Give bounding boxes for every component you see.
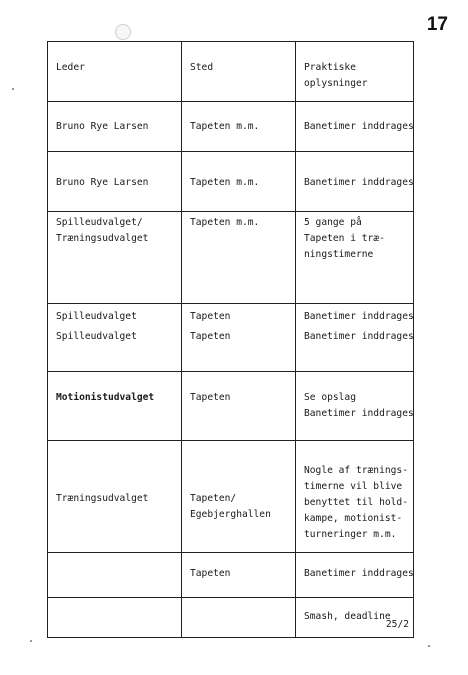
cell-sted xyxy=(182,441,296,553)
info-line: Se opslag xyxy=(304,392,356,403)
cell-sted xyxy=(182,372,296,441)
sted-line: Tapeten m.m. xyxy=(190,121,260,132)
cell-sted xyxy=(182,152,296,212)
cell-sted xyxy=(182,598,296,638)
info-line: Tapeten i træ- xyxy=(304,233,385,244)
leder-line: Motionistudvalget xyxy=(56,392,155,403)
info-line: kampe, motionist- xyxy=(304,513,403,524)
page-number: 17 xyxy=(426,14,448,35)
cell-leder xyxy=(48,102,182,152)
scan-speck xyxy=(30,640,32,642)
leder-line: Spilleudvalget xyxy=(56,311,137,322)
header-leder xyxy=(48,42,182,102)
table-row xyxy=(48,441,414,553)
cell-sted xyxy=(182,304,296,372)
info-line: timerne vil blive xyxy=(304,481,403,492)
sted-line: Tapeten xyxy=(190,568,231,579)
table-row xyxy=(48,152,414,212)
info-line: Banetimer inddrages xyxy=(304,311,414,322)
info-line: turneringer m.m. xyxy=(304,529,397,540)
header-info xyxy=(296,42,414,102)
cell-info xyxy=(296,553,414,598)
sted-line: Tapeten xyxy=(190,392,231,403)
leder-line: Bruno Rye Larsen xyxy=(56,177,149,188)
info-line: ningstimerne xyxy=(304,249,374,260)
table-row xyxy=(48,304,414,372)
leder-line: Bruno Rye Larsen xyxy=(56,121,149,132)
header-leder-label: Leder xyxy=(56,62,85,73)
cell-info xyxy=(296,152,414,212)
table-row xyxy=(48,372,414,441)
info-line: Banetimer inddrages xyxy=(304,331,414,342)
leder-line: Træningsudvalget xyxy=(56,233,149,244)
scan-speck xyxy=(12,88,14,90)
cell-leder xyxy=(48,441,182,553)
header-sted xyxy=(182,42,296,102)
table-row xyxy=(48,212,414,304)
sted-line: Tapeten xyxy=(190,311,231,322)
info-line: Smash, deadline xyxy=(304,611,391,622)
info-line: Banetimer inddrages xyxy=(304,568,414,579)
cell-sted xyxy=(182,212,296,304)
info-line: Banetimer inddrages xyxy=(304,408,414,419)
cell-leder xyxy=(48,372,182,441)
scan-speck xyxy=(428,645,430,647)
leder-line: Spilleudvalget xyxy=(56,331,137,342)
sted-line: Tapeten xyxy=(190,331,231,342)
leder-line: Spilleudvalget/ xyxy=(56,217,143,228)
cell-leder xyxy=(48,553,182,598)
cell-sted xyxy=(182,553,296,598)
cell-leder xyxy=(48,212,182,304)
sted-line: Tapeten m.m. xyxy=(190,217,260,228)
sted-line: Tapeten m.m. xyxy=(190,177,260,188)
info-line: Banetimer inddrages xyxy=(304,177,414,188)
cell-info xyxy=(296,212,414,304)
schedule-table xyxy=(47,41,414,638)
punch-hole-mark xyxy=(115,24,131,40)
info-line: benyttet til hold- xyxy=(304,497,408,508)
sted-line: Tapeten/ xyxy=(190,493,237,504)
table-row xyxy=(48,102,414,152)
cell-info xyxy=(296,102,414,152)
cell-info xyxy=(296,304,414,372)
cell-leder xyxy=(48,152,182,212)
cell-info xyxy=(296,598,414,638)
table-row xyxy=(48,553,414,598)
cell-info xyxy=(296,441,414,553)
info-line: 5 gange på xyxy=(304,217,362,228)
table-header-row xyxy=(48,42,414,102)
note-reference: 25/2 xyxy=(385,619,409,630)
header-info-label: Praktiske oplysninger xyxy=(304,62,368,89)
sted-line: Egebjerghallen xyxy=(190,509,271,520)
table-row xyxy=(48,598,414,638)
cell-sted xyxy=(182,102,296,152)
leder-line: Træningsudvalget xyxy=(56,493,149,504)
info-line: Banetimer inddrages xyxy=(304,121,414,132)
info-line: Nogle af trænings- xyxy=(304,465,408,476)
cell-info xyxy=(296,372,414,441)
cell-leder xyxy=(48,304,182,372)
cell-leder xyxy=(48,598,182,638)
header-sted-label: Sted xyxy=(190,62,214,73)
